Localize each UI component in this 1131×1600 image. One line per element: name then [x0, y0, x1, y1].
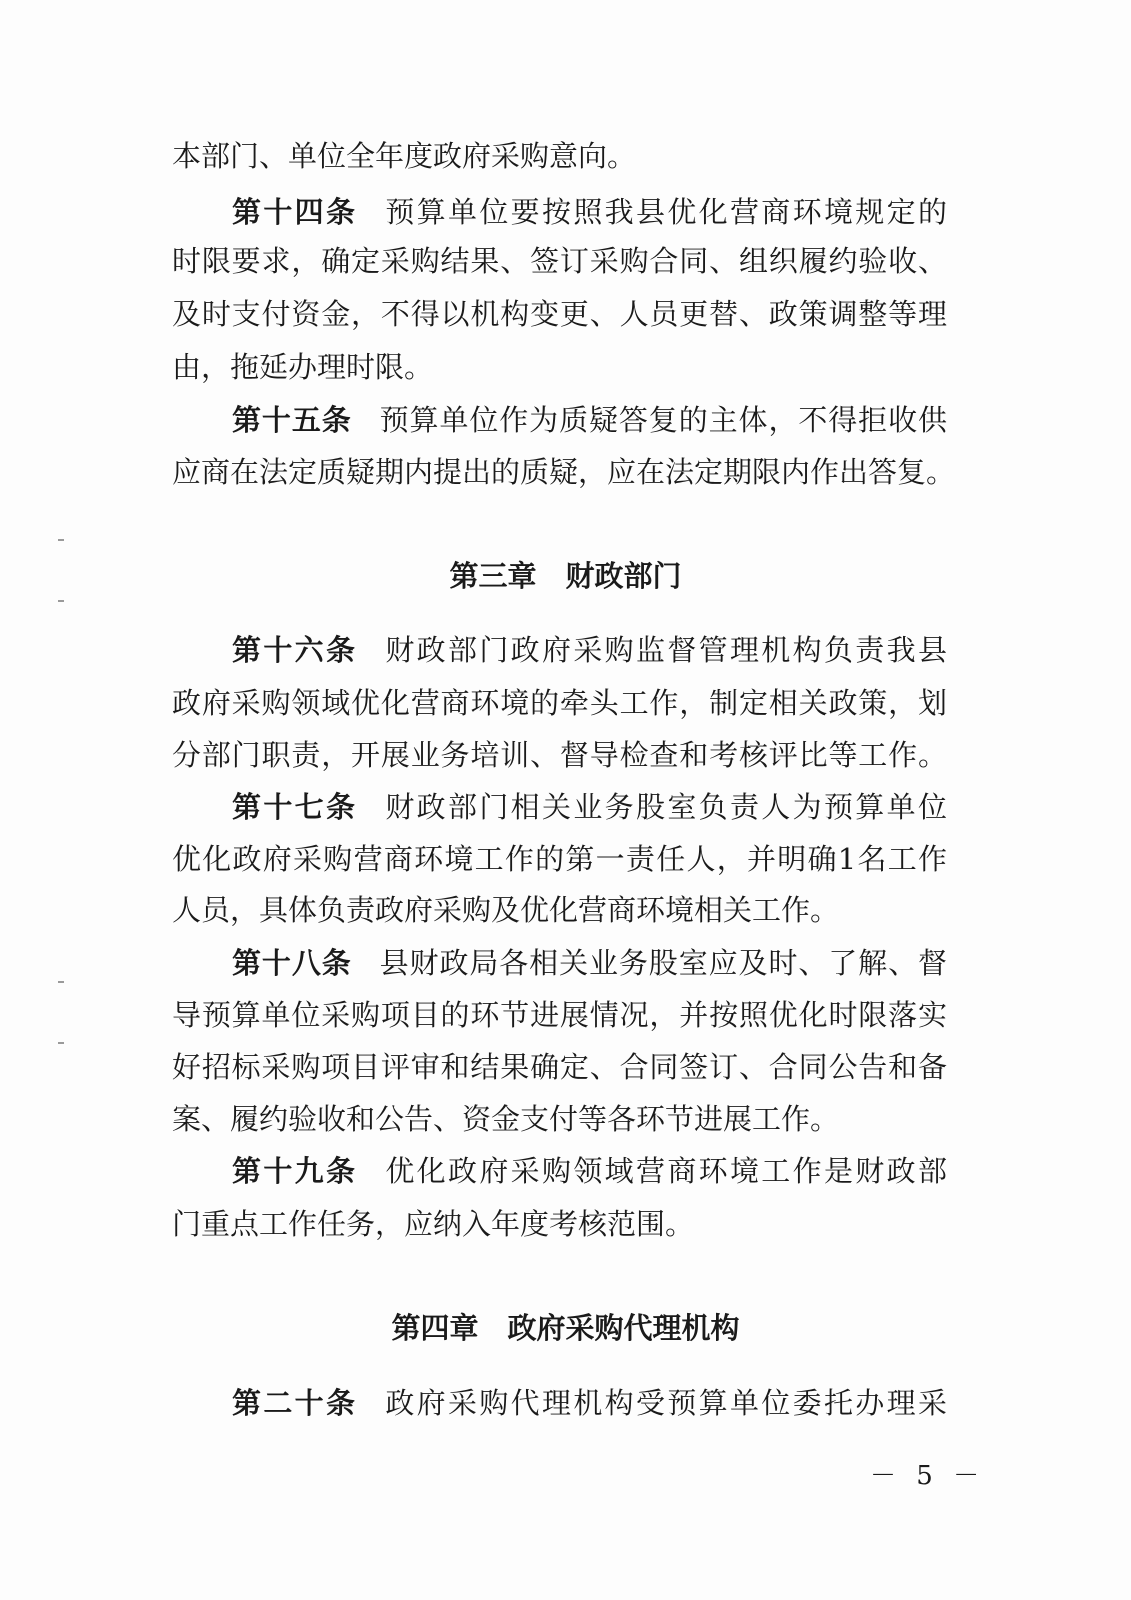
- chapter-heading: 第四章 政府采购代理机构: [391, 1311, 740, 1345]
- paragraph-line: 时限要求，确定采购结果、签订采购合同、组织履约验收、: [172, 244, 947, 278]
- paragraph-line: 本部门、单位全年度政府采购意向。: [172, 139, 637, 173]
- article-label: 第十四条: [232, 195, 358, 229]
- article-18-line: [232, 937, 947, 989]
- article-text: 预算单位要按照我县优化营商环境规定的: [385, 195, 947, 229]
- article-label: 第十六条: [232, 633, 358, 667]
- article-14-line: [232, 186, 947, 238]
- margin-mark: [58, 1042, 64, 1044]
- margin-mark: [58, 539, 64, 541]
- article-text: 优化政府采购领域营商环境工作是财政部: [385, 1154, 947, 1188]
- paragraph-line: 由，拖延办理时限。: [172, 350, 434, 384]
- article-text: 预算单位作为质疑答复的主体，不得拒收供: [379, 403, 947, 437]
- article-16-line: [232, 624, 947, 676]
- article-20-line: [232, 1377, 947, 1429]
- article-text: 财政部门相关业务股室负责人为预算单位: [385, 790, 947, 824]
- article-label: 第十七条: [232, 790, 358, 824]
- article-label: 第十五条: [232, 403, 352, 437]
- paragraph-line: 门重点工作任务，应纳入年度考核范围。: [172, 1207, 695, 1241]
- paragraph-line: 应商在法定质疑期内提出的质疑，应在法定期限内作出答复。: [172, 455, 956, 489]
- chapter-heading: 第三章 财政部门: [449, 559, 682, 593]
- article-17-line: [232, 781, 947, 833]
- paragraph-line: 好招标采购项目评审和结果确定、合同签订、合同公告和备: [172, 1050, 947, 1084]
- paragraph-line: 政府采购领域优化营商环境的牵头工作，制定相关政策，划: [172, 686, 947, 720]
- article-19-line: [232, 1145, 947, 1197]
- article-text: 县财政局各相关业务股室应及时、了解、督: [379, 946, 947, 980]
- margin-mark: [58, 981, 64, 983]
- paragraph-line: 案、履约验收和公告、资金支付等各环节进展工作。: [172, 1102, 840, 1136]
- article-text: 政府采购代理机构受预算单位委托办理采: [385, 1386, 947, 1420]
- article-text: 财政部门政府采购监督管理机构负责我县: [385, 633, 947, 667]
- paragraph-line: 导预算单位采购项目的环节进展情况，并按照优化时限落实: [172, 998, 947, 1032]
- paragraph-line: 优化政府采购营商环境工作的第一责任人，并明确1名工作: [172, 842, 947, 876]
- paragraph-line: 人员，具体负责政府采购及优化营商环境相关工作。: [172, 893, 840, 927]
- paragraph-line: 及时支付资金，不得以机构变更、人员更替、政策调整等理: [172, 297, 947, 331]
- article-label: 第二十条: [232, 1386, 358, 1420]
- article-label: 第十八条: [232, 946, 352, 980]
- paragraph-line: 分部门职责，开展业务培训、督导检查和考核评比等工作。: [172, 738, 947, 772]
- article-label: 第十九条: [232, 1154, 358, 1188]
- page-number: － 5 －: [870, 1461, 986, 1491]
- article-15-line: [232, 394, 947, 446]
